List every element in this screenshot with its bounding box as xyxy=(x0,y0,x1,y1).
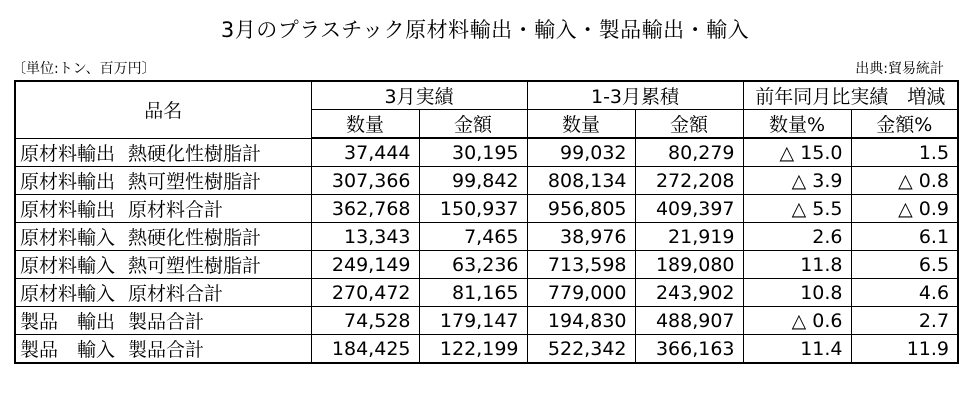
yoy-amt-pct: 1.5 xyxy=(851,138,958,167)
header-march-qty: 数量 xyxy=(311,110,419,139)
header-cum-qty: 数量 xyxy=(527,110,635,139)
row-category: 原材料輸出 xyxy=(20,199,116,221)
yoy-amt-pct: 2.7 xyxy=(851,307,958,335)
yoy-amt-pct: 11.9 xyxy=(851,335,958,364)
row-name xyxy=(15,167,311,195)
row-item: 熱可塑性樹脂計 xyxy=(128,255,262,277)
cum-amt: 189,080 xyxy=(635,251,743,279)
cum-qty: 808,134 xyxy=(527,167,635,195)
cum-qty: 956,805 xyxy=(527,195,635,223)
march-qty: 74,528 xyxy=(311,307,419,335)
cum-qty: 38,976 xyxy=(527,223,635,251)
row-name xyxy=(15,307,311,335)
yoy-qty-pct: △ 0.6 xyxy=(743,307,851,335)
row-item: 製品合計 xyxy=(128,339,205,361)
row-category: 原材料輸出 xyxy=(20,171,116,193)
table-row xyxy=(15,138,958,167)
cum-qty: 99,032 xyxy=(527,138,635,167)
yoy-amt-pct: 6.1 xyxy=(851,223,958,251)
row-name xyxy=(15,251,311,279)
cum-qty: 194,830 xyxy=(527,307,635,335)
header-cum-amt: 金額 xyxy=(635,110,743,139)
row-item: 製品合計 xyxy=(128,311,205,333)
yoy-qty-pct: 11.4 xyxy=(743,335,851,364)
march-qty: 362,768 xyxy=(311,195,419,223)
cum-amt: 21,919 xyxy=(635,223,743,251)
header-yoy-qty: 数量% xyxy=(743,110,851,139)
header-yoy-amt: 金額% xyxy=(851,110,958,139)
row-category: 原材料輸入 xyxy=(20,227,116,249)
row-item: 原材料合計 xyxy=(128,199,224,221)
march-amt: 150,937 xyxy=(419,195,527,223)
yoy-qty-pct: 11.8 xyxy=(743,251,851,279)
header-name: 品名 xyxy=(15,81,311,138)
row-category: 原材料輸入 xyxy=(20,255,116,277)
source-note: 出典:貿易統計 xyxy=(855,61,944,77)
unit-note: 〔単位:トン、百万円〕 xyxy=(12,61,156,77)
header-group-cumulative: 1-3月累積 xyxy=(527,81,743,110)
table-row xyxy=(15,251,958,279)
march-qty: 270,472 xyxy=(311,279,419,307)
march-qty: 37,444 xyxy=(311,138,419,167)
yoy-qty-pct: △ 15.0 xyxy=(743,138,851,167)
table-row xyxy=(15,279,958,307)
march-amt: 63,236 xyxy=(419,251,527,279)
row-category: 製品 輸出 xyxy=(20,311,116,333)
march-qty: 307,366 xyxy=(311,167,419,195)
cum-qty: 522,342 xyxy=(527,335,635,364)
row-item: 熱硬化性樹脂計 xyxy=(128,142,262,165)
header-group-yoy: 前年同月比実績 増減 xyxy=(743,81,958,110)
row-name xyxy=(15,195,311,223)
row-name xyxy=(15,223,311,251)
yoy-amt-pct: 6.5 xyxy=(851,251,958,279)
yoy-qty-pct: 10.8 xyxy=(743,279,851,307)
header-group-march: 3月実績 xyxy=(311,81,527,110)
row-item: 熱硬化性樹脂計 xyxy=(128,227,262,249)
yoy-amt-pct: △ 0.9 xyxy=(851,195,958,223)
cum-amt: 366,163 xyxy=(635,335,743,364)
cum-amt: 272,208 xyxy=(635,167,743,195)
page-title: 3月のプラスチック原材料輸出・輸入・製品輸出・輸入 xyxy=(220,18,750,42)
table-row xyxy=(15,307,958,335)
march-amt: 81,165 xyxy=(419,279,527,307)
march-qty: 249,149 xyxy=(311,251,419,279)
march-amt: 179,147 xyxy=(419,307,527,335)
march-qty: 13,343 xyxy=(311,223,419,251)
march-amt: 122,199 xyxy=(419,335,527,364)
yoy-qty-pct: △ 5.5 xyxy=(743,195,851,223)
table-row xyxy=(15,223,958,251)
row-name xyxy=(15,279,311,307)
cum-amt: 243,902 xyxy=(635,279,743,307)
table-row xyxy=(15,167,958,195)
cum-qty: 779,000 xyxy=(527,279,635,307)
row-category: 原材料輸入 xyxy=(20,283,116,305)
cum-amt: 80,279 xyxy=(635,138,743,167)
cum-amt: 488,907 xyxy=(635,307,743,335)
march-amt: 7,465 xyxy=(419,223,527,251)
trade-table xyxy=(14,80,959,364)
table-row xyxy=(15,195,958,223)
march-qty: 184,425 xyxy=(311,335,419,364)
table-row xyxy=(15,335,958,364)
cum-qty: 713,598 xyxy=(527,251,635,279)
yoy-qty-pct: △ 3.9 xyxy=(743,167,851,195)
row-name xyxy=(15,138,311,167)
row-item: 原材料合計 xyxy=(128,283,224,305)
row-name xyxy=(15,335,311,364)
yoy-amt-pct: 4.6 xyxy=(851,279,958,307)
row-category: 原材料輸出 xyxy=(20,142,116,165)
row-item: 熱可塑性樹脂計 xyxy=(128,171,262,193)
header-march-amt: 金額 xyxy=(419,110,527,139)
cum-amt: 409,397 xyxy=(635,195,743,223)
yoy-qty-pct: 2.6 xyxy=(743,223,851,251)
march-amt: 99,842 xyxy=(419,167,527,195)
row-category: 製品 輸入 xyxy=(20,339,116,361)
march-amt: 30,195 xyxy=(419,138,527,167)
yoy-amt-pct: △ 0.8 xyxy=(851,167,958,195)
